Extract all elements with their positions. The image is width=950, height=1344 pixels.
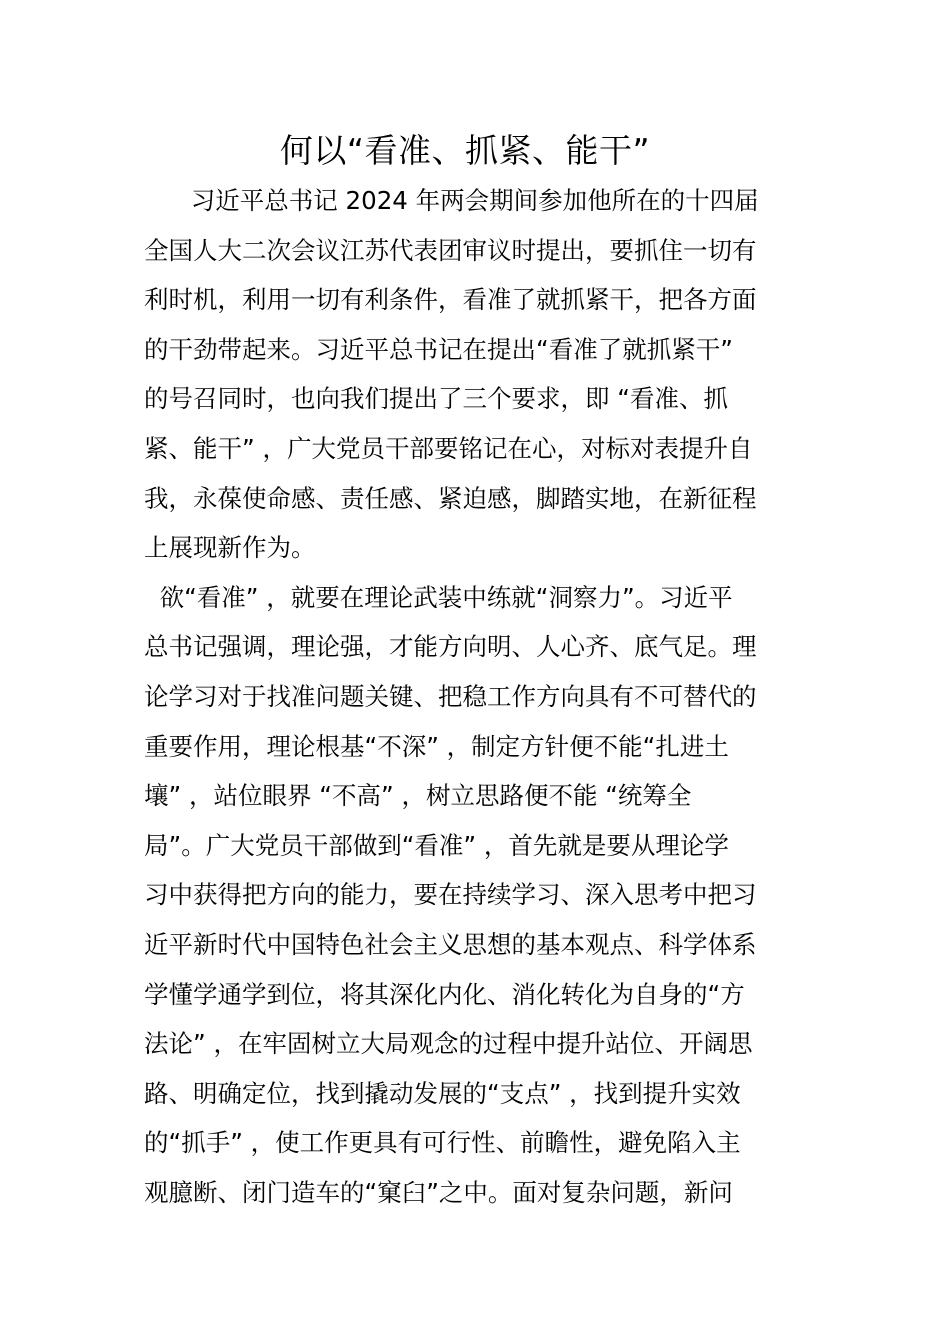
body-line: 的号召同时，也向我们提出了三个要求，即 “看准、抓 — [144, 384, 728, 414]
body-line: 习近平总书记 2024 年两会期间参加他所在的十四届 — [144, 186, 759, 215]
body-line: 习中获得把方向的能力，要在持续学习、深入思考中把习 — [144, 880, 757, 910]
body-line: 全国人大二次会议江苏代表团审议时提出，要抓住一切有 — [144, 235, 757, 265]
body-line: 利时机，利用一切有利条件，看准了就抓紧干，把各方面 — [144, 285, 757, 315]
body-line: 路、明确定位，找到撬动发展的“支点” ，找到提升实效 — [144, 1078, 741, 1108]
body-line: 局”。广大党员干部做到“看准” ，首先就是要从理论学 — [144, 830, 729, 860]
document-body — [144, 176, 824, 1217]
body-line: 论学习对于找准问题关键、把稳工作方向具有不可替代的 — [144, 681, 757, 711]
body-line: 欲“看准” ，就要在理论武装中练就“洞察力”。习近平 — [144, 582, 733, 612]
body-line: 总书记强调，理论强，才能方向明、人心齐、底气足。理 — [144, 632, 757, 662]
body-line: 的“抓手” ，使工作更具有可行性、前瞻性，避免陷入主 — [144, 1128, 741, 1158]
body-line: 壤” ，站位眼界 “不高” ，树立思路便不能 “统筹全 — [144, 781, 692, 811]
document-title: 何以“看准、抓紧、能干” — [279, 131, 651, 170]
body-line: 紧、能干” ，广大党员干部要铭记在心，对标对表提升自 — [144, 433, 753, 463]
body-line: 我，永葆使命感、责任感、紧迫感，脚踏实地，在新征程 — [144, 483, 757, 513]
body-line: 的干劲带起来。习近平总书记在提出“看准了就抓紧干” — [144, 334, 733, 364]
body-line: 观臆断、闭门造车的“窠臼”之中。面对复杂问题，新问 — [144, 1177, 733, 1207]
body-line: 上展现新作为。 — [144, 533, 316, 563]
body-line: 法论” ，在牢固树立大局观念的过程中提升站位、开阔思 — [144, 1029, 753, 1059]
body-line: 学懂学通学到位，将其深化内化、消化转化为自身的“方 — [144, 979, 745, 1009]
body-line: 重要作用，理论根基“不深” ，制定方针便不能“扎进土 — [144, 731, 729, 761]
body-line: 近平新时代中国特色社会主义思想的基本观点、科学体系 — [144, 929, 757, 959]
